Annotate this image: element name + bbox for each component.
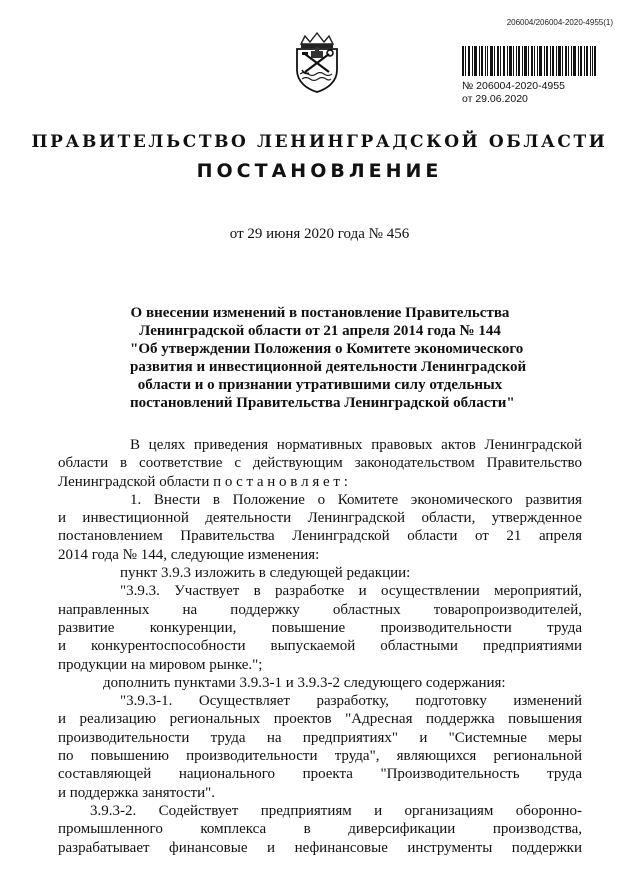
subject-line: "Об утверждении Положения о Комитете экономического — [130, 341, 524, 357]
body-line: промышленного комплекса в диверсификации производства, — [58, 821, 582, 838]
document-date-number: от 29 июня 2020 года № 456 — [229, 226, 410, 242]
body-line: "3.9.3. Участвует в разработке и осуществлении мероприятий, — [120, 583, 582, 600]
body-line: 2014 года № 144, следующие изменения: — [58, 546, 320, 563]
body-line: 1. Внести в Положение о Комитете экономического развития — [130, 491, 582, 508]
body-line: Ленинградской области п о с т а н о в л я е т : — [58, 473, 348, 490]
body-line: по повышению производительности труда", являющихся региональной — [58, 748, 582, 765]
body-line: продукции на мировом рынке."; — [58, 656, 263, 673]
body-line: пункт 3.9.3 изложить в следующей редакции: — [120, 565, 411, 582]
body-line: и инвестиционной деятельности Ленинградской области, утвержденное — [58, 510, 582, 527]
body-line: разрабатывает финансовые и нефинансовые инструменты поддержки — [58, 839, 582, 856]
subject-line: постановлений Правительства Ленинградской области" — [130, 395, 515, 411]
registration-date: от 29.06.2020 — [462, 93, 528, 105]
document-reference: 206004/206004-2020-4955(1) — [506, 18, 613, 27]
coat-of-arms-emblem — [291, 30, 343, 94]
body-line: постановлением Правительства Ленинградской области от 21 апреля — [58, 528, 582, 545]
registration-number: № 206004-2020-4955 — [462, 80, 565, 92]
subject-line: области и о признании утратившими силу отдельных — [137, 377, 503, 393]
body-line: направленных на поддержку областных товаропроизводителей, — [58, 601, 582, 618]
barcode — [462, 46, 596, 76]
body-line: В целях приведения нормативных правовых актов Ленинградской — [130, 437, 582, 453]
government-title: ПРАВИТЕЛЬСТВО ЛЕНИНГРАДСКОЙ ОБЛАСТИ — [31, 132, 608, 152]
subject-line: О внесении изменений в постановление Правительства — [130, 305, 510, 321]
document-subject — [130, 304, 527, 412]
body-line: развитие конкуренции, повышение производительности труда — [58, 619, 582, 636]
body-line: и поддержка занятости". — [58, 784, 215, 801]
subject-line: Ленинградской области от 21 апреля 2014 года № 144 — [139, 323, 501, 339]
body-line: "3.9.3-1. Осуществляет разработку, подготовку изменений — [120, 693, 582, 710]
document-body — [58, 436, 582, 857]
body-line: и конкурентоспособности выпускаемой областными предприятиями — [58, 638, 582, 655]
body-line: 3.9.3-2. Содействует предприятиям и организациям оборонно- — [90, 802, 582, 819]
body-line: составляющей национального проекта "Производительность труда — [58, 766, 582, 783]
body-line: и реализацию региональных проектов "Адресная поддержка повышения — [58, 711, 582, 728]
subject-line: развития и инвестиционной деятельности Ленинградской — [130, 359, 527, 375]
document-type: ПОСТАНОВЛЕНИЕ — [196, 160, 443, 182]
body-line: области в соответствие с действующим законодательством Правительство — [58, 455, 582, 472]
body-line: производительности труда на предприятиях" и "Системные меры — [58, 729, 582, 746]
body-line: дополнить пунктами 3.9.3-1 и 3.9.3-2 следующего содержания: — [103, 674, 506, 691]
